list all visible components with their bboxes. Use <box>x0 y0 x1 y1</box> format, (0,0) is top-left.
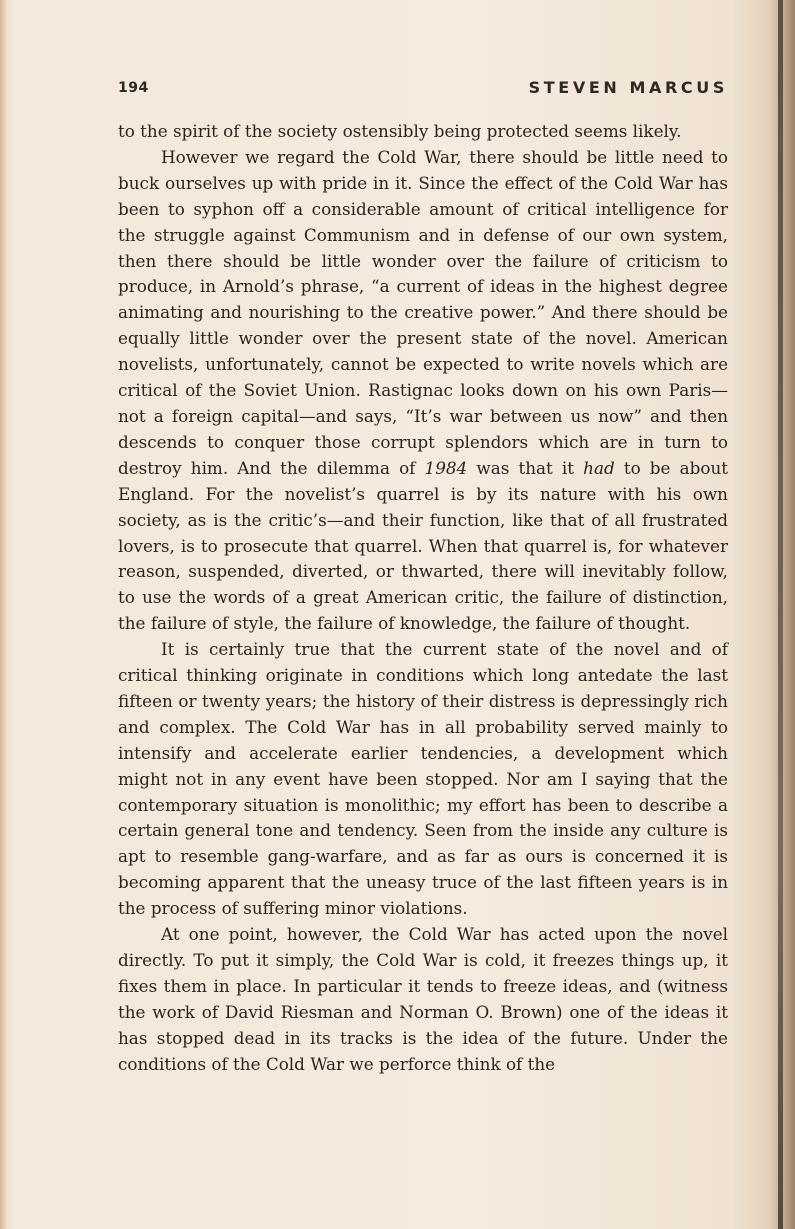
running-head <box>118 76 728 102</box>
paragraph-cold-war-freezes: At one point, however, the Cold War has acted upon the novel directly. To put it simply, the Cold War is cold, it freezes things up, it fixes them in place. In particular it tends to freeze ideas, and (witness the work of David Riesman and Norman O. Brown) one of the ideas it has stopped dead in its tracks is the idea of the future. Under the conditions of the Cold War we perforce think of the <box>118 924 728 1074</box>
binding-spine <box>778 0 783 1229</box>
paragraph-current-state: It is certainly true that the current state of the novel and of critical thinking originate in conditions which long antedate the last fifteen or twenty years; the history of their distress is depressingly rich and complex. The Cold War has in all probability served mainly to intensify and accelerate earlier tendencies, a development which might not in any event have been stopped. Nor am I saying that the contemporary situation is monolithic; my effort has been to describe a certain general tone and tendency. Seen from the inside any culture is apt to resemble gang-warfare, and as far as ours is concerned it is becoming apparent that the uneasy truce of the last fifteen years is in the process of suffering minor violations. <box>118 639 728 919</box>
paragraph-cold-war-pride <box>118 145 728 637</box>
running-head-author: STEVEN MARCUS <box>528 78 728 97</box>
italic-title-1984: 1984 <box>424 457 468 478</box>
page-left-edge <box>0 0 6 1229</box>
text-segment: to be about England. For the novelist’s quarrel is by its nature with his own society, as is the critic’s—and their function, like that of all frustrated lovers, is to prosecute that quarrel. When that quarrel is, for whatever reason, suspended, diverted, or thwarted, there will inevitably follow, to use the words of a great American critic, the failure of distinction, the failure of style, the failure of knowledge, the failure of thought. <box>118 457 729 634</box>
paragraph-continuation: to the spirit of the society ostensibly being protected seems likely. <box>118 121 682 141</box>
text-segment: However we regard the Cold War, there should be little need to buck ourselves up with pride in it. Since the effect of the Cold War has been to syphon off a considerable amount of critical intelligence for the struggle against Communism and in defense of our own system, then there should be little wonder over the failure of criticism to produce, in Arnold’s phrase, “a current of ideas in the highest degree animating and nourishing to the creative power.” And there should be equally little wonder over the present state of the novel. American novelists, unfortunately, cannot be expected to write novels which are critical of the Soviet Union. Rastignac looks down on his own Paris—not a foreign capital—and says, “It’s war between us now” and then descends to conquer those corrupt splendors which are in turn to destroy him. And the dilemma of <box>118 146 728 478</box>
body-text <box>118 119 728 1078</box>
text-segment: was that it <box>467 457 584 478</box>
page-number: 194 <box>118 80 149 96</box>
italic-emphasis-had: had <box>583 457 615 478</box>
